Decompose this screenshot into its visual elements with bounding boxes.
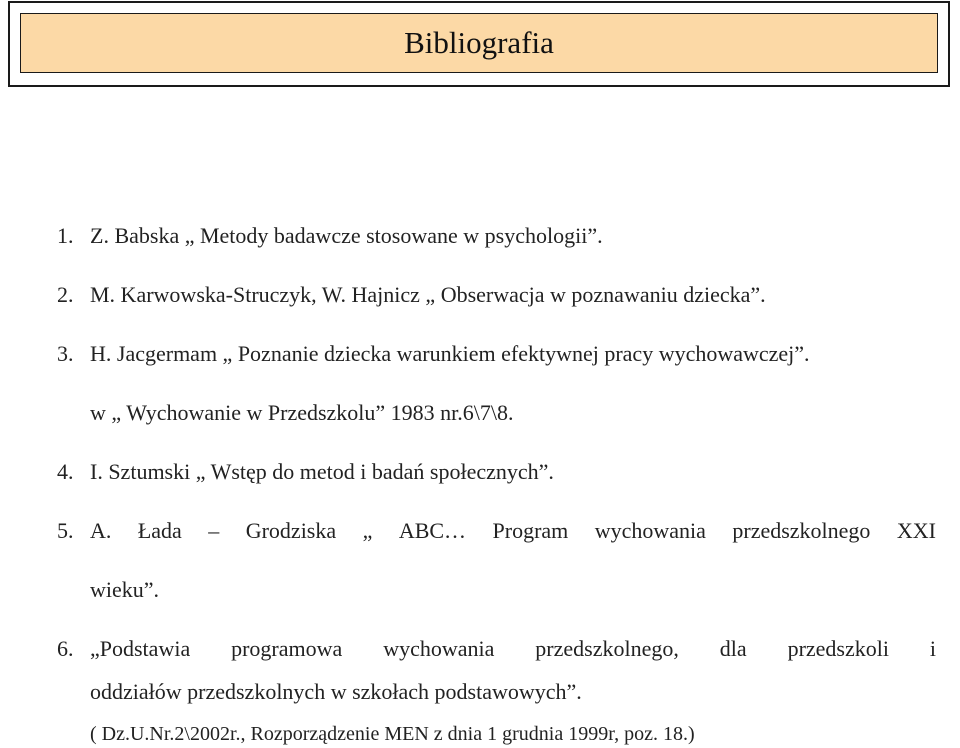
item-number: 1. [57, 223, 74, 248]
bibliography-entry-continuation: w „ Wychowanie w Przedszkolu” 1983 nr.6\7\8. [90, 400, 514, 425]
item-number: 5. [57, 518, 74, 543]
entry-word: wychowania [594, 518, 706, 543]
entry-word: i [929, 636, 936, 661]
entry-word: przedszkoli [787, 636, 889, 661]
bibliography-entry: H. Jacgermam „ Poznanie dziecka warunkiem efektywnej pracy wychowawczej”. [90, 341, 810, 366]
entry-word: Grodziska [245, 518, 337, 543]
entry-word: Program [492, 518, 569, 543]
item-number: 6. [57, 636, 74, 661]
entry-word: „Podstawia [90, 636, 191, 661]
bibliography-entry-continuation: oddziałów przedszkolnych w szkołach podstawowych”. [90, 679, 582, 704]
item-number: 2. [57, 282, 74, 307]
bibliography-entry-continuation: wieku”. [90, 577, 160, 602]
bibliography-entry: M. Karwowska-Struczyk, W. Hajnicz „ Obserwacja w poznawaniu dziecka”. [90, 282, 766, 307]
item-number: 4. [57, 459, 74, 484]
entry-word: Łada [137, 518, 182, 543]
bibliography-entry [90, 517, 936, 545]
entry-word: wychowania [383, 636, 495, 661]
entry-word: ABC… [398, 518, 467, 543]
entry-word: programowa [231, 636, 343, 661]
entry-word: przedszkolnego, [535, 636, 679, 661]
item-number: 3. [57, 341, 74, 366]
bibliography-entry [90, 635, 936, 663]
title-frame [8, 1, 950, 87]
page-title: Bibliografia [20, 13, 938, 73]
legal-reference-note: ( Dz.U.Nr.2\2002r., Rozporządzenie MEN z dnia 1 grudnia 1999r, poz. 18.) [90, 723, 695, 745]
entry-word: A. [90, 518, 112, 543]
entry-word: dla [719, 636, 747, 661]
bibliography-entry: Z. Babska „ Metody badawcze stosowane w psychologii”. [90, 223, 603, 248]
entry-word: „ [362, 518, 373, 543]
bibliography-entry: I. Sztumski „ Wstęp do metod i badań społecznych”. [90, 459, 554, 484]
entry-word: – [208, 518, 220, 543]
entry-word: XXI [896, 518, 936, 543]
entry-word: przedszkolnego [732, 518, 871, 543]
